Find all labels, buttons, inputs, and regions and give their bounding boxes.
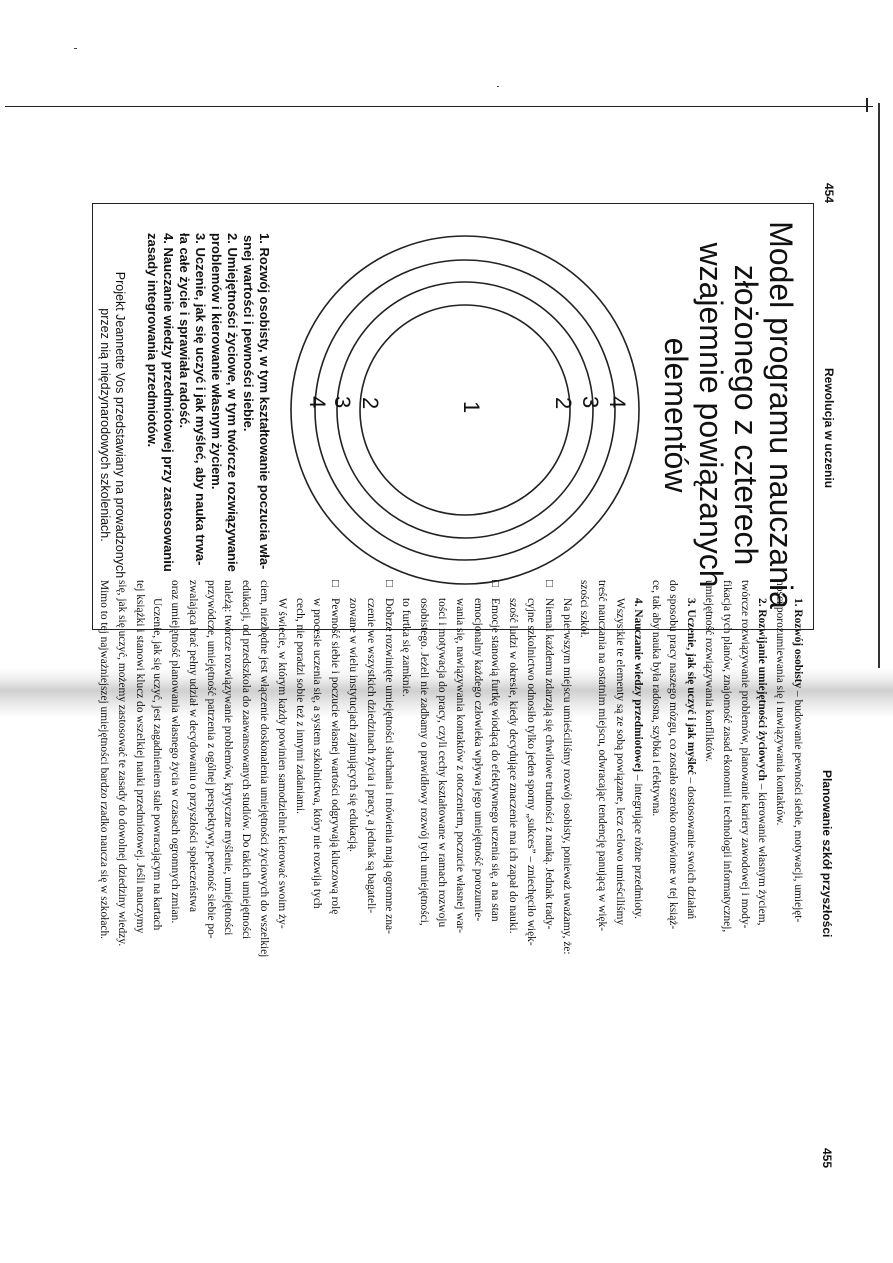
body-line: przywódcze, umiejętność patrzenia z ogólnej perspektywy, pewność siebie po-: [204, 580, 217, 939]
ring-label: 2: [358, 397, 383, 410]
body-line: 3. Uczenie, jak się uczyć i jak myśleć – dostosowanie swoich działań: [685, 598, 698, 920]
ring-label: 3: [330, 396, 355, 409]
body-line: do sposobu pracy naszego mózgu, co zostało szeroko omówione w tej książ-: [667, 580, 680, 930]
ring-label: 1: [459, 401, 484, 414]
running-head: Planowanie szkół przyszłości: [820, 770, 834, 938]
title-line: elementów: [658, 337, 694, 493]
diagram-caption: [97, 215, 127, 635]
list-line: problemów i kierowanie własnym życiem.: [209, 233, 224, 490]
body-line: szość ludzi w okresie, kiedy decydujące znaczenie ma ich zapał do nauki.: [507, 598, 520, 934]
body-line: tości i motywacja do pracy, czyli cechy kształtowane w ramach rozwoju: [436, 598, 449, 928]
list-line: snej wartości i pewności siebie.: [241, 235, 256, 432]
title-line: wzajemnie powiązanych: [693, 242, 729, 588]
body-line: czenie we wszystkich dziedzinach życia i pracy, a jednak są bagateli-: [364, 598, 377, 914]
body-line: Wszystkie te elementy są ze sobą powiązane, lecz celowo umieściliśmy: [614, 598, 627, 926]
page-number: 455: [820, 1148, 834, 1169]
body-line: tej książki i stanowi klucz do wszelkiej nauki przedmiotowej. Jeśli nauczymy: [133, 580, 146, 934]
body-line: twórcze rozwiązywanie problemów, planowanie kariery zawodowej i mody-: [738, 580, 751, 929]
body-line: Na pierwszym miejscu umieściliśmy rozwój osobisty, ponieważ uważamy, że:: [560, 598, 573, 955]
caption-line: Projekt Jeannette Vos przedstawiany na prowadzonych: [113, 271, 127, 579]
body-line: zowane w wielu instytucjach zajmujących się edukacją.: [347, 598, 360, 852]
body-line: edukacji, od przedszkola do zaawansowanych studiów. Do takich umiejętności: [240, 580, 253, 940]
body-line: to furtka się zamknie.: [400, 598, 413, 697]
list-line: 2. Umiejętności życiowe, w tym twórcze rozwiązywanie: [225, 233, 240, 572]
ring-label: 4: [605, 396, 630, 409]
ring-label: 3: [578, 396, 603, 409]
list-line: 1. Rozwój osobisty, w tym kształtowanie poczucia wła-: [257, 233, 272, 570]
body-line: Uczenie, jak się uczyć, jest zagadnieniem stale powracającym na kartach: [151, 598, 164, 931]
body-line: ności porozumiewania się i nawiązywania kontaktów.: [774, 580, 787, 826]
item-lead: 3. Uczenie, jak się uczyć i jak myśleć: [685, 598, 698, 775]
body-line: oraz umiejętność planowania własnego życia w czasach ogromnych zmian.: [169, 580, 182, 924]
running-head: Rewolucja w uczeniu: [822, 368, 836, 489]
body-line: fikacja tych planów, znajomość zasad ekonomii i technologii informatycznej,: [720, 580, 733, 933]
element-list: [144, 233, 272, 572]
item-lead: 1. Rozwój osobisty: [792, 598, 804, 689]
body-line: W świecie, w którym każdy powinien samodzielnie kierować swoim ży-: [275, 598, 288, 929]
body-text: [94, 580, 806, 1180]
body-line: szości szkół.: [578, 580, 591, 638]
body-line: osobistego. Jeżeli nie zadbamy o prawidłowy rozwój tych umiejętności,: [418, 598, 431, 926]
body-line: treść nauczania na ostatnim miejscu, odwracając tendencję panującą w więk-: [596, 580, 609, 932]
list-line: ła całe życie i sprawiała radość.: [177, 233, 192, 429]
title-line: Model programu nauczania: [763, 221, 799, 609]
list-line: zasady integrowania przedmiotów.: [145, 233, 160, 448]
diagram-title: [658, 215, 798, 615]
body-line: □ Emocje stanowią furtkę wiodącą do efektywnego uczenia się, a na stan: [486, 580, 504, 1180]
body-line: cech, nie poradzi sobie też z innymi zadaniami.: [293, 598, 306, 815]
scan-speck: [74, 48, 77, 49]
body-line: Mimo to tej najważniejszej umiejętności bardzo rzadko naucza się w szkołach.: [97, 580, 110, 939]
body-line: emocjonalny każdego człowieka wpływa jego umiejętność porozumie-: [471, 598, 484, 922]
body-line: 2. Rozwijanie umiejętności życiowych – kierowanie własnym życiem,: [756, 598, 769, 926]
body-line: □ Dobrze rozwinięte umiejętności słuchania i mówienia mają ogromne zna-: [379, 580, 397, 1180]
body-line: ce, tak aby nauka była radosna, szybka i efektywna.: [649, 580, 662, 817]
body-line: należą: twórcze rozwiązywanie problemów, krytyczne myślenie, umiejętności: [222, 580, 235, 936]
page-edge-tick: [866, 98, 868, 112]
body-line: umiejętność rozwiązywania konfliktów.: [703, 580, 716, 762]
body-line: ciem, niezbędne jest włączenie doskonalenia umiejętności życiowych do wszelkiej: [258, 580, 271, 958]
page-edge-right: [878, 103, 880, 688]
scan-speck: [497, 86, 499, 87]
item-lead: 2. Rozwijanie umiejętności życiowych: [756, 598, 769, 781]
body-line: 1. Rozwój osobisty – budowanie pewności siebie, motywacji, umiejęt-: [792, 598, 804, 923]
body-line: w procesie uczenia się, a system szkolnictwa, który nie rozwija tych: [311, 598, 324, 909]
body-line: □ Niemal każdemu zdarzają się chwilowe trudności z nauką. Jednak trady-: [539, 580, 557, 1180]
body-line: cyjne szkolnictwo odnosiło tylko jeden sporny „sukces” – zniechęciło więk-: [525, 598, 538, 946]
page-number: 454: [822, 183, 836, 204]
item-lead: 4. Nauczanie wiedzy przedmiotowej: [631, 598, 644, 772]
title-line: złożonego z czterech: [728, 264, 764, 566]
caption-line: przez nią międzynarodowych szkoleniach.: [98, 308, 112, 542]
list-line: 3. Uczenie, jak się uczyć i jak myśleć, aby nauka trwa-: [193, 233, 208, 566]
body-line: się, jak się uczyć, możemy zastosować te zasady do dowolnej dziedziny wiedzy.: [115, 580, 128, 947]
body-line: zwalająca brać pełny udział w decydowaniu o przyszłości społeczeństwa: [186, 580, 199, 913]
page-edge-line: [5, 106, 873, 107]
ring-label: 2: [551, 397, 576, 410]
body-line: 4. Nauczanie wiedzy przedmiotowej – integrujące różne przedmioty.: [631, 598, 644, 919]
body-line: wania się, nawiązywania kontaktów z otoczeniem, poczucie własnej war-: [453, 598, 466, 934]
ring-label: 4: [305, 396, 330, 409]
body-line: □ Pewność siebie i poczucie własnej wartości odgrywają kluczową rolę: [325, 580, 343, 1180]
list-line: 4. Nauczanie wiedzy przedmiotowej przy zastosowaniu: [161, 233, 176, 572]
